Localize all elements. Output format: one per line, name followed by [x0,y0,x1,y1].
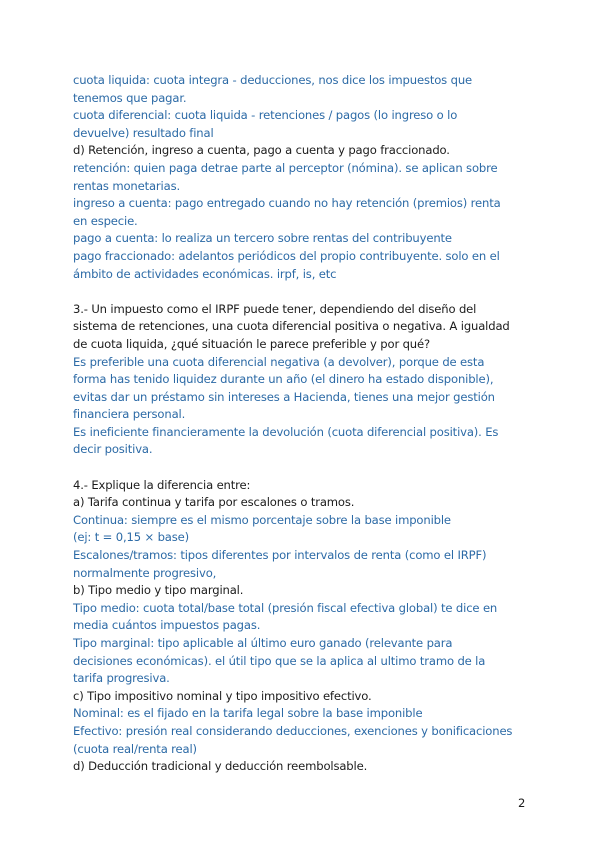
text-line: Continua: siempre es el mismo porcentaje sobre la base imponible [73,512,451,527]
text-line: Nominal: es el fijado en la tarifa legal sobre la base imponible [73,706,423,721]
text-line: sistema de retenciones, una cuota diferencial positiva o negativa. A igualdad [73,319,510,334]
text-line: en especie. [73,213,138,228]
text-line: tenemos que pagar. [73,90,187,105]
answer-paragraph [73,107,525,142]
text-line: evitas dar un préstamo sin intereses a Hacienda, tienes una mejor gestión [73,389,495,404]
text-line: rentas monetarias. [73,178,181,193]
text-line: 4.- Explique la diferencia entre: [73,477,251,492]
text-line: Es ineficiente financieramente la devolución (cuota diferencial positiva). Es [73,424,499,439]
question-paragraph [73,477,525,495]
text-line: decir positiva. [73,442,153,457]
answer-paragraph [73,230,525,248]
text-line: normalmente progresivo, [73,565,217,580]
text-line: decisiones económicas). el útil tipo que se la aplica al ultimo tramo de la [73,653,486,668]
text-line: de cuota liquida, ¿qué situación le parece preferible y por qué? [73,336,430,351]
text-line: c) Tipo impositivo nominal y tipo impositivo efectivo. [73,688,372,703]
answer-paragraph [73,195,525,230]
document-body [73,72,525,776]
text-line: cuota liquida: cuota integra - deducciones, nos dice los impuestos que [73,73,472,87]
text-line: cuota diferencial: cuota liquida - retenciones / pagos (lo ingreso o lo [73,108,458,123]
text-line: d) Retención, ingreso a cuenta, pago a cuenta y pago fraccionado. [73,143,450,158]
text-line: Tipo medio: cuota total/base total (presión fiscal efectiva global) te dice en [73,600,498,615]
answer-paragraph [73,600,525,635]
answer-paragraph [73,72,525,107]
answer-paragraph [73,424,525,459]
text-line: Efectivo: presión real considerando deducciones, exenciones y bonificaciones [73,723,513,738]
text-line: retención: quien paga detrae parte al perceptor (nómina). se aplican sobre [73,160,498,175]
text-line: 3.- Un impuesto como el IRPF puede tener, dependiendo del diseño del [73,301,477,316]
question-paragraph [73,582,525,600]
paragraph-spacer [73,283,525,301]
text-line: financiera personal. [73,407,186,422]
answer-paragraph [73,512,525,547]
text-line: Es preferible una cuota diferencial negativa (a devolver), porque de esta [73,354,485,369]
text-line: media cuántos impuestos pagas. [73,618,261,633]
answer-paragraph [73,705,525,723]
text-line: pago fraccionado: adelantos periódicos del propio contribuyente. solo en el [73,248,500,263]
text-line: a) Tarifa continua y tarifa por escalones o tramos. [73,495,355,510]
question-paragraph [73,758,525,776]
text-line: (ej: t = 0,15 × base) [73,530,190,545]
text-line: devuelve) resultado final [73,125,214,140]
text-line: Tipo marginal: tipo aplicable al último euro ganado (relevante para [73,636,453,650]
text-line: forma has tenido liquidez durante un año (el dinero ha estado disponible), [73,372,494,387]
answer-paragraph [73,248,525,283]
page-number: 2 [518,796,526,810]
answer-paragraph [73,160,525,195]
answer-paragraph [73,635,525,688]
text-line: Escalones/tramos: tipos diferentes por intervalos de renta (como el IRPF) [73,548,487,563]
answer-paragraph [73,547,525,582]
question-paragraph [73,688,525,706]
question-paragraph [73,494,525,512]
text-line: (cuota real/renta real) [73,741,197,756]
text-line: pago a cuenta: lo realiza un tercero sobre rentas del contribuyente [73,231,452,246]
text-line: ámbito de actividades económicas. irpf, is, etc [73,266,337,281]
paragraph-spacer [73,459,525,477]
question-paragraph [73,142,525,160]
question-paragraph [73,301,525,354]
answer-paragraph [73,723,525,758]
text-line: b) Tipo medio y tipo marginal. [73,583,244,598]
text-line: tarifa progresiva. [73,671,170,686]
text-line: ingreso a cuenta: pago entregado cuando no hay retención (premios) renta [73,196,501,211]
text-line: d) Deducción tradicional y deducción reembolsable. [73,759,368,774]
answer-paragraph [73,354,525,424]
